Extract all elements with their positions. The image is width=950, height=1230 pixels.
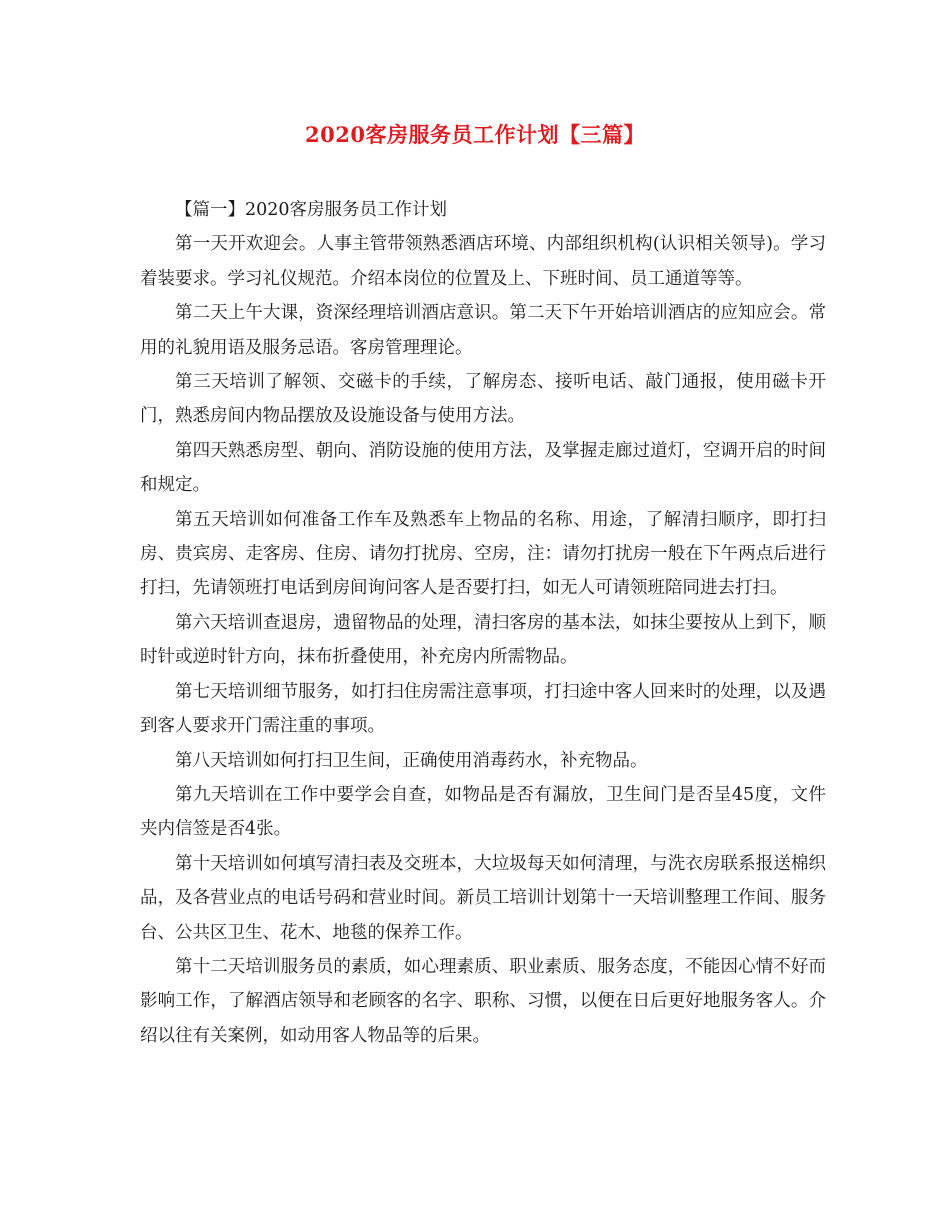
- paragraph-day-12: 第十二天培训服务员的素质，如心理素质、职业素质、服务态度，不能因心情不好而影响工作，了解酒店领导和老顾客的名字、职称、习惯，以便在日后更好地服务客人。介绍以往有关案例，如动用客人物品等的后果。: [140, 956, 826, 1046]
- paragraph-day-2: 第二天上午大课，资深经理培训酒店意识。第二天下午开始培训酒店的应知应会。常用的礼貌用语及服务忌语。客房管理理论。: [140, 303, 826, 358]
- paragraph-day-8: 第八天培训如何打扫卫生间，正确使用消毒药水，补充物品。: [175, 750, 648, 771]
- paragraph-day-7: 第七天培训细节服务，如打扫住房需注意事项，打扫途中客人回来时的处理，以及遇到客人要求开门需注重的事项。: [140, 681, 826, 737]
- paragraph-day-1: 第一天开欢迎会。人事主管带领熟悉酒店环境、内部组织机构(认识相关领导)。学习着装要求。学习礼仪规范。介绍本岗位的位置及上、下班时间、员工通道等等。: [140, 234, 826, 289]
- paragraph-day-4: 第四天熟悉房型、朝向、消防设施的使用方法，及掌握走廊过道灯，空调开启的时间和规定。: [140, 440, 826, 496]
- paragraph-day-10: 第十天培训如何填写清扫表及交班本，大垃圾每天如何清理，与洗衣房联系报送棉织品，及各营业点的电话号码和营业时间。新员工培训计划第十一天培训整理工作间、服务台、公共区卫生、花木、地毯的保养工作。: [140, 853, 826, 943]
- section-heading: 【篇一】2020客房服务员工作计划: [175, 200, 448, 220]
- document-title: 2020客房服务员工作计划【三篇】: [305, 122, 645, 147]
- paragraph-day-5: 第五天培训如何准备工作车及熟悉车上物品的名称、用途，了解清扫顺序，即打扫房、贵宾房、走客房、住房、请勿打扰房、空房，注：请勿打扰房一般在下午两点后进行打扫，先请领班打电话到房间询问客人是否要打扫，如无人可请领班陪同进去打扫。: [140, 509, 826, 599]
- document-body: [140, 193, 826, 1053]
- paragraph-day-3: 第三天培训了解领、交磁卡的手续，了解房态、接听电话、敲门通报，使用磁卡开门，熟悉房间内物品摆放及设施设备与使用方法。: [140, 372, 826, 427]
- paragraph-day-6: 第六天培训查退房，遗留物品的处理，清扫客房的基本法，如抹尘要按从上到下，顺时针或逆时针方向，抹布折叠使用，补充房内所需物品。: [140, 612, 826, 668]
- paragraph-day-9: 第九天培训在工作中要学会自查，如物品是否有漏放，卫生间门是否呈45度，文件夹内信签是否4张。: [140, 784, 826, 840]
